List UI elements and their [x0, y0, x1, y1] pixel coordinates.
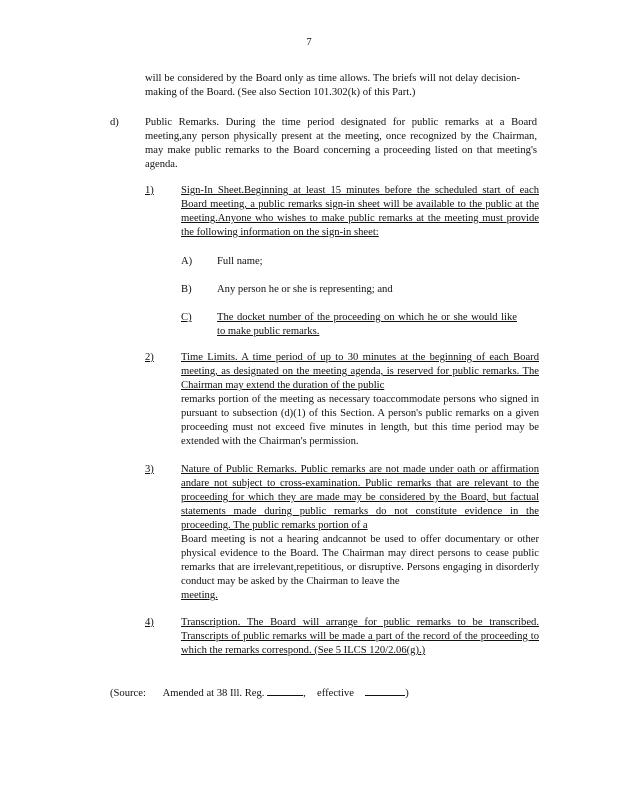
item-2-marker: 2): [145, 352, 154, 363]
subitem-b-marker: B): [181, 284, 192, 295]
subitem-c-text: The docket number of the proceeding on which he or she would like to make public remarks.: [217, 312, 517, 337]
item-4-text: Transcription. The Board will arrange for public remarks to be transcribed. Transcripts of public remarks will be made a part of the record of the proceeding to which the remarks correspond. (See 5 ILCS 120/2.06(g).): [181, 617, 539, 656]
subitem-b-text: Any person he or she is representing; and: [217, 284, 393, 295]
item-1-marker: 1): [145, 185, 154, 196]
continuation-paragraph: will be considered by the Board only as time allows. The briefs will not delay decision-making of the Board. (See also Section 101.302(k) of this Part.): [145, 73, 520, 98]
item-2-text: remarks portion of the meeting as necessary toaccommodate persons who signed in pursuant to subsection (d)(1) of this Section. A person's public remarks on a given proceeding must not exceed five minutes in length, but this time period may be extended with the Chairman's permission.: [181, 394, 539, 447]
page-number: 7: [306, 37, 312, 48]
item-2-text-underlined: Time Limits. A time period of up to 30 minutes at the beginning of each Board meeting, as designated on the meeting agenda, is reserved for public remarks. The Chairman may extend the duration of the public: [181, 352, 539, 391]
source-comma: ,: [303, 688, 306, 699]
section-d-text: Public Remarks. During the time period designated for public remarks at a Board meeting,any person physically present at the meeting, once recognized by the Chairman, may make public remarks to the Board concerning a proceeding listed on that meeting's agenda.: [145, 117, 537, 170]
register-blank: [267, 684, 303, 696]
item-3-marker: 3): [145, 464, 154, 475]
item-3-text: Board meeting is not a hearing andcannot be used to offer documentary or other physical evidence to the Board. The Chairman may direct persons to cease public remarks that are irrelevant,repetitious, or disruptive. Persons engaging in disorderly conduct may be asked by the Chairman to leave the: [181, 534, 539, 587]
section-d-marker: d): [110, 117, 119, 128]
subitem-c-marker: C): [181, 312, 192, 323]
source-effective: effective: [317, 688, 354, 699]
source-line: [110, 684, 409, 701]
item-4-marker: 4): [145, 617, 154, 628]
item-3-text-underlined: Nature of Public Remarks. Public remarks are not made under oath or affirmation andare not subject to cross-examination. Public remarks that are relevant to the proceeding for which they are made may be considered by the Board, but factual statements made during public remarks do not constitute evidence in the proceeding. The public remarks portion of a: [181, 464, 539, 531]
effective-date-blank: [365, 684, 405, 696]
source-label: (Source:: [110, 688, 146, 699]
item-3-text-tail: meeting.: [181, 590, 218, 601]
item-1-text: Sign-In Sheet.Beginning at least 15 minutes before the scheduled start of each Board meeting, a public remarks sign-in sheet will be available to the public at the meeting.Anyone who wishes to make public remarks at the meeting must provide the following information on the sign-in sheet:: [181, 185, 539, 238]
source-close: ): [405, 688, 409, 699]
subitem-a-text: Full name;: [217, 256, 263, 267]
subitem-a-marker: A): [181, 256, 193, 267]
source-text: Amended at 38 Ill. Reg.: [162, 688, 265, 699]
